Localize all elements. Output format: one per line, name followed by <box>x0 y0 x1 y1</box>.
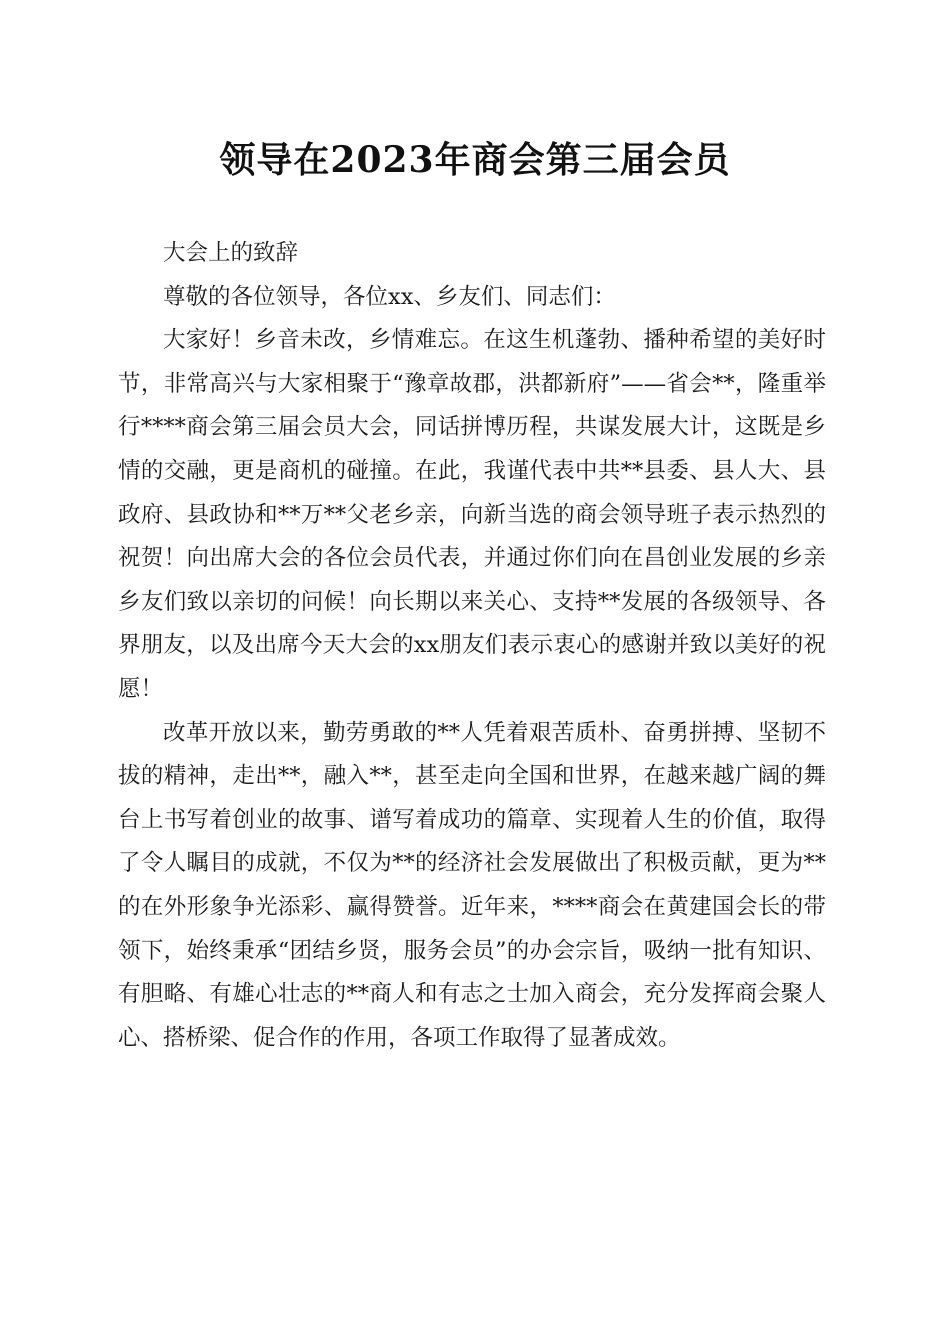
paragraph-2: 改革开放以来，勤劳勇敢的**人凭着艰苦质朴、奋勇拼搏、坚韧不拔的精神，走出**，融入**，甚至走向全国和世界，在越来越广阔的舞台上书写着创业的故事、谱写着成功的篇章、实现着人生的价值，取得了令人瞩目的成就，不仅为**的经济社会发展做出了积极贡献，更为**的在外形象争光添彩、赢得赞誉。近年来，****商会在黄建国会长的带领下，始终秉承“团结乡贤，服务会员”的办会宗旨，吸纳一批有知识、有胆略、有雄心壮志的**商人和有志之士加入商会，充分发挥商会聚人心、搭桥梁、促合作的作用，各项工作取得了显著成效。 <box>118 719 826 1051</box>
salutation: 尊敬的各位领导，各位xx、乡友们、同志们： <box>163 283 616 310</box>
document-body <box>118 232 826 1060</box>
subtitle: 大会上的致辞 <box>163 240 299 266</box>
paragraph-1: 大家好！乡音未改，乡情难忘。在这生机蓬勃、播种希望的美好时节，非常高兴与大家相聚于“豫章故郡，洪都新府”——省会**，隆重举行****商会第三届会员大会，同话拼博历程，共谋发展大计，这既是乡情的交融，更是商机的碰撞。在此，我谨代表中共**县委、县人大、县政府、县政协和**万**父老乡亲，向新当选的商会领导班子表示热烈的祝贺！向出席大会的各位会员代表，并通过你们向在昌创业发展的乡亲乡友们致以亲切的问候！向长期以来关心、支持**发展的各级领导、各界朋友，以及出席今天大会的xx朋友们表示衷心的感谢并致以美好的祝愿！ <box>118 327 826 702</box>
document-title: 领导在2023年商会第三届会员 <box>219 139 731 181</box>
